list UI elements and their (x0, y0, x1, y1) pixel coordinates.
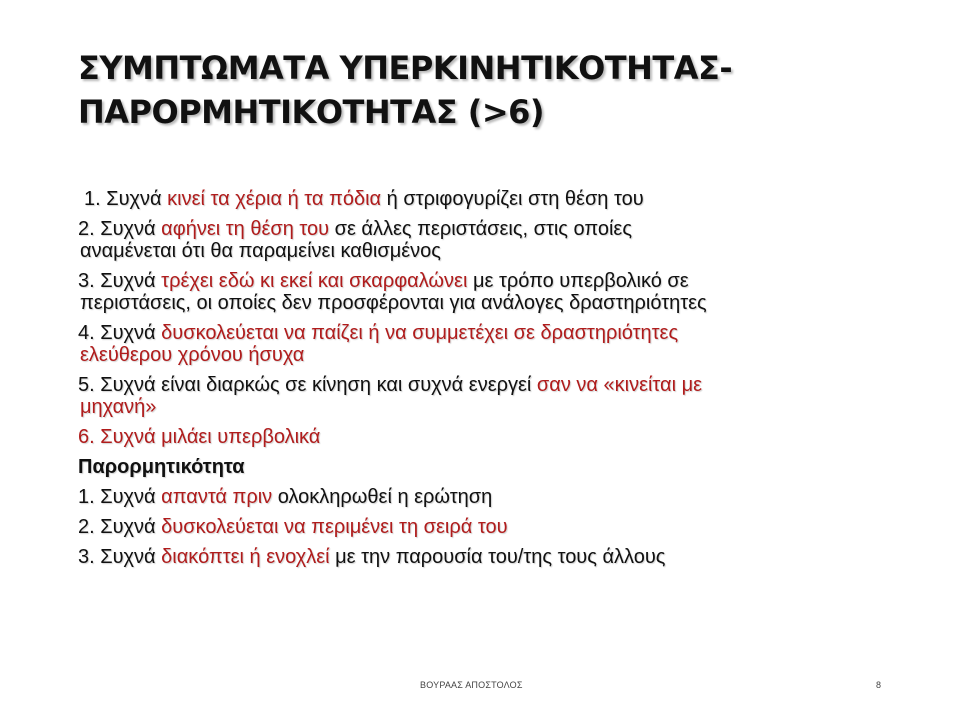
item-highlight-continuation: μηχανή» (80, 396, 157, 418)
item-text: Συχνά (94, 546, 162, 568)
item-highlight: κινεί τα χέρια ή τα πόδια (167, 188, 382, 210)
item-number: 1. (84, 188, 101, 210)
item-highlight: σαν να «κινείται με (536, 374, 703, 396)
item-text: Συχνά (94, 270, 162, 292)
item-text-rest: με την παρουσία του/της τους άλλους (329, 546, 666, 568)
item-number: 5. (78, 374, 95, 396)
hyperactivity-item-4 (78, 322, 908, 366)
item-highlight: δυσκολεύεται να περιμένει τη σειρά του (161, 516, 508, 538)
item-text-rest: ολοκληρωθεί η ερώτηση (272, 486, 493, 508)
item-text-continuation: αναμένεται ότι θα παραμείνει καθισμένος (80, 240, 441, 262)
item-number: 4. (78, 322, 95, 344)
item-text: Συχνά (94, 218, 162, 240)
item-text-rest: σε άλλες περιστάσεις, στις οποίες (329, 218, 632, 240)
title-line-2: ΠΑΡΟΡΜΗΤΙΚΟΤΗΤΑΣ (>6) (78, 93, 545, 131)
item-highlight: απαντά πριν (161, 486, 273, 508)
item-highlight: αφήνει τη θέση του (161, 218, 330, 240)
item-text: Συχνά (94, 322, 162, 344)
item-number: 2. (78, 218, 95, 240)
footer-author: ΒΟΥΡΑΑΣ ΑΠΟΣΤΟΛΟΣ (420, 680, 523, 690)
item-number: 2. (78, 516, 95, 538)
item-highlight: διακόπτει ή ενοχλεί (161, 546, 330, 568)
item-text-rest: με τρόπο υπερβολικό σε (467, 270, 689, 292)
item-text: Συχνά (94, 486, 162, 508)
slide-content (78, 188, 908, 576)
item-highlight: 6. Συχνά μιλάει υπερβολικά (78, 426, 321, 448)
slide-title (78, 46, 898, 134)
impulsivity-item-3 (78, 546, 908, 568)
impulsivity-item-2 (78, 516, 908, 538)
hyperactivity-item-6 (78, 426, 908, 448)
hyperactivity-item-5 (78, 374, 908, 418)
item-number: 1. (78, 486, 95, 508)
item-number: 3. (78, 270, 95, 292)
item-number: 3. (78, 546, 95, 568)
page-number: 8 (876, 680, 882, 690)
hyperactivity-item-3 (78, 270, 908, 314)
impulsivity-heading: Παρορμητικότητα (78, 456, 245, 478)
item-text: Συχνά είναι διαρκώς σε κίνηση και συχνά ενεργεί (94, 374, 537, 396)
item-highlight: τρέχει εδώ κι εκεί και σκαρφαλώνει (161, 270, 468, 292)
item-text-rest: ή στριφογυρίζει στη θέση του (381, 188, 644, 210)
title-line-1: ΣΥΜΠΤΩΜΑΤΑ ΥΠΕΡΚΙΝΗΤΙΚΟΤΗΤΑΣ- (78, 49, 733, 87)
item-text-continuation: περιστάσεις, οι οποίες δεν προσφέρονται για ανάλογες δραστηριότητες (80, 292, 707, 314)
item-text: Συχνά (100, 188, 168, 210)
hyperactivity-item-1 (78, 188, 908, 210)
impulsivity-item-1 (78, 486, 908, 508)
item-highlight-continuation: ελεύθερου χρόνου ήσυχα (80, 344, 305, 366)
item-highlight: δυσκολεύεται να παίζει ή να συμμετέχει σε δραστηριότητες (161, 322, 679, 344)
hyperactivity-item-2 (78, 218, 908, 262)
item-text: Συχνά (94, 516, 162, 538)
